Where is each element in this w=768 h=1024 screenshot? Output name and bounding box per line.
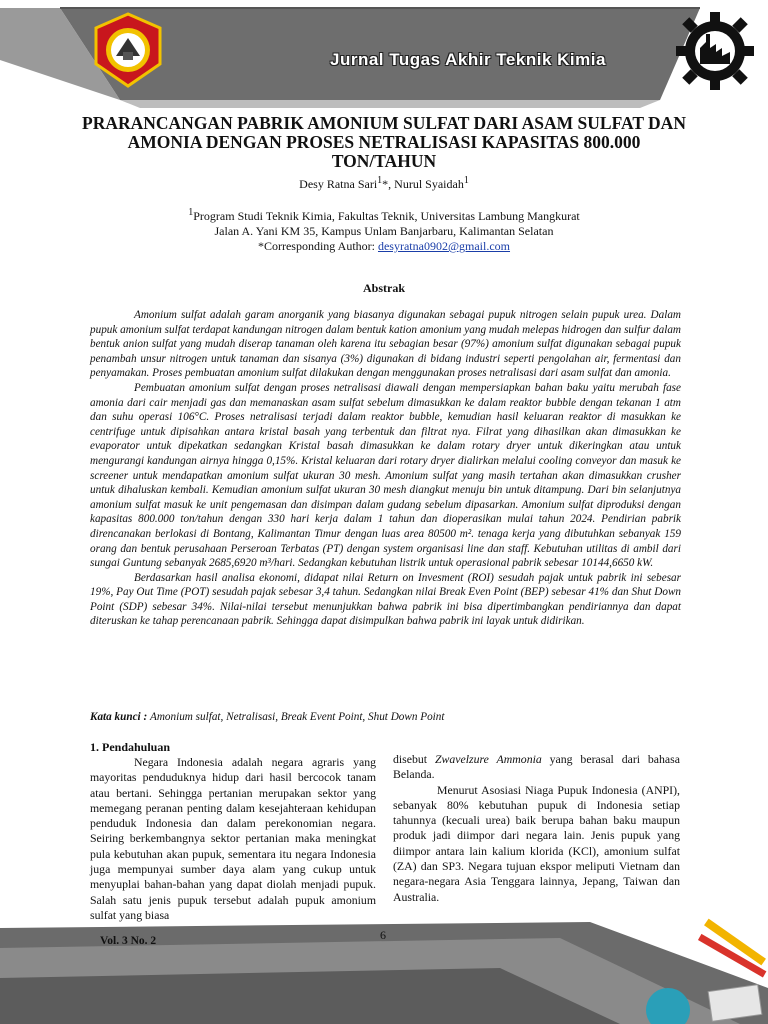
journal-title: Jurnal Tugas Akhir Teknik Kimia	[330, 50, 606, 69]
corresponding-mark: *,	[382, 177, 395, 191]
factory-gear-icon	[676, 12, 754, 90]
body-paragraph: disebut Zwavelzure Ammonia yang berasal dari bahasa Belanda.	[393, 752, 680, 782]
author-name: Nurul Syaidah	[394, 177, 464, 191]
affiliation-superscript: 1	[188, 207, 194, 218]
university-seal-icon	[90, 12, 166, 88]
abstract-paragraph: Berdasarkan hasil analisa ekonomi, didapat nilai Return on Invesment (ROI) sesudah pajak untuk pabrik ini sebesar 19%, Pay Out Time (POT) sesudah pajak sebesar 3,4 tahun. Sedangkan nilai Break Even Point (BEP) sebesar 41% dan Shut Down Point (SDP) sebesar 34%. Nilai-nilai tersebut menunjukkan bahwa pabrik ini bisa dipertimbangkan pendiriannya dan dapat diteruskan ke tahap perencanaan pabrik. Sehingga dapat disimpulkan bahwa pabrik ini layak untuk didirikan.	[90, 571, 681, 628]
keywords-text: Amonium sulfat, Netralisasi, Break Event Point, Shut Down Point	[150, 711, 445, 723]
author-name: Desy Ratna Sari	[299, 177, 378, 191]
body-paragraph: Menurut Asosiasi Niaga Pupuk Indonesia (ANPI), sebanyak 80% kebutuhan pupuk di Indonesia setiap tahunnya (kecuali urea) baik berupa bahan baku maupun produk jadi diimpor dari negara lain. Jenis pupuk yang diimpor antara lain kalium klorida (KCl), amonium sulfat (ZA) dan SP3. Negara tujuan ekspor meliputi Vietnam dan negara-negara Asia Tenggara lainnya, Jepang, Taiwan dan Australia.	[393, 782, 680, 904]
author-superscript: 1	[463, 175, 469, 186]
section-heading: 1. Pendahuluan	[90, 740, 171, 754]
affiliation-block	[0, 205, 768, 254]
abstract-paragraph: Amonium sulfat adalah garam anorganik yang biasanya digunakan sebagai pupuk nitrogen selain pupuk urea. Dalam pupuk amonium sulfat terdapat kandungan nitrogen dalam bentuk kation amonium yang mudah melepas hidrogen dan sulfur dalam bentuk anion sulfat yang mudah diserap tanaman oleh karena itu sebagian besar (97%) amonium sulfat digunakan sebagai pupuk penambah unsur nitrogen untuk tanaman dan sisanya (3%) digunakan di bidang industri seperti pengolahan air, fermentasi dan penyamakan. Proses pembuatan amonium sulfat dilakukan dengan menggunakan proses netralisasi dari asam sulfat dan amonia.	[90, 309, 681, 380]
affiliation-line: $^1$Program Studi Teknik Kimia, Fakultas Teknik, Universitas Lambung Mangkurat	[188, 207, 580, 223]
author-superscript: 1	[377, 175, 383, 186]
affiliation-address: Jalan A. Yani KM 35, Kampus Unlam Banjarbaru, Kalimantan Selatan	[214, 224, 554, 238]
volume-label: Vol. 3 No. 2	[100, 935, 157, 947]
author-line	[0, 175, 768, 192]
keywords	[90, 711, 690, 723]
column-right	[393, 752, 680, 905]
keywords-label: Kata kunci :	[90, 711, 150, 723]
corresponding-author: *Corresponding Author: desyratna0902@gmail.com	[257, 239, 511, 253]
paper-title: PRARANCANGAN PABRIK AMONIUM SULFAT DARI ASAM SULFAT DAN AMONIA DENGAN PROSES NETRALISASI KAPASITAS 800.000 TON/TAHUN	[82, 113, 686, 171]
body-paragraph: Negara Indonesia adalah negara agraris yang mayoritas penduduknya hidup dari hasil bercocok tanam atau bertani. Sehingga pertanian merupakan sektor yang memegang peranan penting dalam kesejahteraan kehidupan penduduk Indonesia dan dalam perekonomian negara. Seiring berkembangnya sektor pertanian maka meningkat pula kebutuhan akan pupuk, sementara itu negara Indonesia juga mempunyai sumber daya alam yang cukup untuk menyuplai bahan-bahan yang dapat diolah menjadi pupuk. Salah satu jenis pupuk tersebut adalah pupuk amonium sulfat yang biasa	[90, 755, 376, 922]
header-band	[0, 0, 768, 108]
page-number: 6	[380, 928, 386, 942]
abstract-body	[90, 308, 681, 629]
abstract-paragraph: Pembuatan amonium sulfat dengan proses netralisasi diawali dengan mempersiapkan bahan baku yaitu merubah fase amonia dari cair menjadi gas dan memanaskan asam sulfat sebelum dimasukkan ke dalam reaktor bubble dengan tekanan 1 atm dan suhu operasi 106°C. Proses netralisasi terjadi dalam reaktor bubble, kemudian hasil keluaran reaktor di masukkan ke centrifuge untuk dipisahkan antara kristal basah yang terbentuk dan filtrat nya. Filrat yang dihasilkan akan dimasukkan ke evaporator untuk dipekatkan sedangkan Kristal basah dimasukkan ke dalam rotary dryer untuk dikeringkan atau untuk mengurangi kandungan airnya hingga 0,15%. Kristal keluaran dari rotary dryer dialirkan melalui cooling conveyor dan masuk ke screener untuk mendapatkan amonium sulfat ukuran 30 mesh. Amonium sulfat yang masih tertahan akan dimasukkan crusher untuk dihaluskan kembali. Kemudian amonium sulfat ukuran 30 mesh diangkut menuju bin untuk ditampung. Dari bin selanjutnya amonium sulfat masuk ke unit pengemasan dan disimpan dalam gudang sebelum dipasarkan. Amonium sulfat diproduksi dengan kapasitas 800.000 ton/tahun dengan 330 hari kerja dalam 1 tahun dan dioperasikan mulai tahun 2024. Pendirian pabrik direncanakan berlokasi di Bontang, Kalimantan Timur dengan luas area 80500 m². tenaga kerja yang dibutuhkan sebanyak 159 orang dan bentuk perusahaan Perseroan Terbatas (PT) dengan system organisasi line dan staff. Kebutuhan utilitas di ambil dari sungai Guntung sebanyak 2685,6920 m³/hari. Sedangkan kebutuhan listrik untuk operasional pabrik sebesar 10144,6650 kW.	[90, 381, 681, 570]
abstract-heading: Abstrak	[362, 281, 405, 295]
email-link[interactable]: desyratna0902@gmail.com	[377, 239, 511, 253]
column-left	[90, 755, 376, 923]
